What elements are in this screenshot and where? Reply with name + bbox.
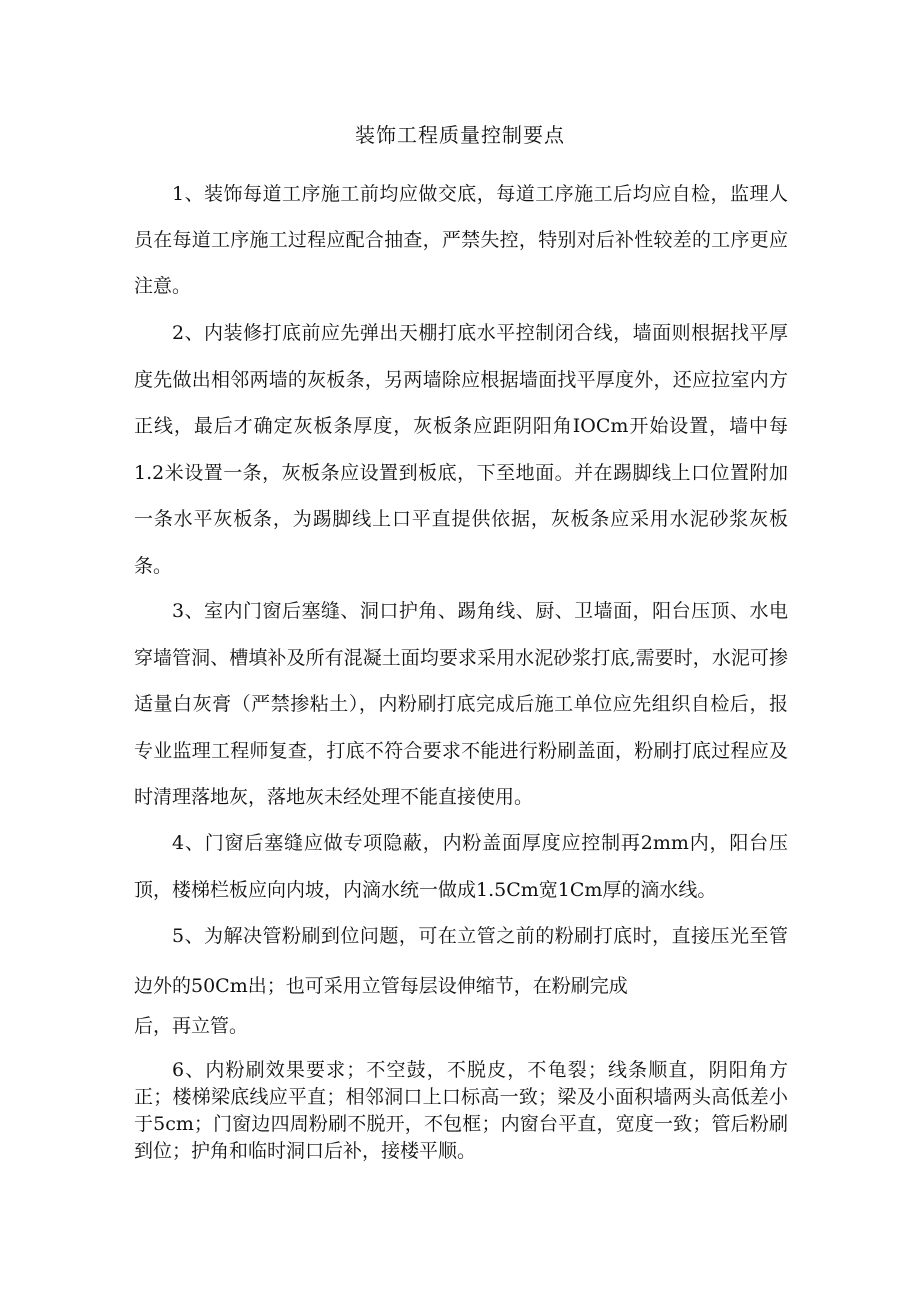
- paragraph-5-continuation: 后，再立管。: [134, 1015, 249, 1037]
- page-title: 装饰工程质量控制要点: [355, 123, 565, 147]
- paragraph-2: 2、内装修打底前应先弹出天棚打底水平控制闭合线，墙面则根据找平厚度先做出相邻两墙的灰板条，另两墙除应根据墙面找平厚度外，还应拉室内方正线，最后才确定灰板条厚度，灰板条应距阴阳角IOCm开始设置，墙中每1.2米设置一条，灰板条应设置到板底，下至地面。并在踢脚线上口位置附加一条水平灰板条，为踢脚线上口平直提供依据，灰板条应采用水泥砂浆灰板条。: [134, 322, 788, 577]
- paragraph-3: 3、室内门窗后塞缝、洞口护角、踢角线、厨、卫墙面，阳台压顶、水电穿墙管洞、槽填补及所有混凝土面均要求采用水泥砂浆打底,需要时，水泥可掺适量白灰膏（严禁掺粘土），内粉刷打底完成后施工单位应先组织自检后，报专业监理工程师复查，打底不符合要求不能进行粉刷盖面，粉刷打底过程应及时清理落地灰，落地灰未经处理不能直接使用。: [134, 600, 788, 808]
- paragraph-4: 4、门窗后塞缝应做专项隐蔽，内粉盖面厚度应控制再2mm内，阳台压顶，楼梯栏板应向内坡，内滴水统一做成1.5Cm宽1Cm厚的滴水线。: [134, 832, 788, 901]
- paragraph-1: 1、装饰每道工序施工前均应做交底，每道工序施工后均应自检，监理人员在每道工序施工过程应配合抽查，严禁失控，特别对后补性较差的工序更应注意。: [134, 183, 788, 297]
- paragraph-5: 5、为解决管粉刷到位问题，可在立管之前的粉刷打底时，直接压光至管边外的50Cm出；也可采用立管每层设伸缩节，在粉刷完成: [134, 925, 788, 997]
- paragraph-6: 6、内粉刷效果要求；不空鼓，不脱皮，不龟裂；线条顺直，阴阳角方正；楼梯梁底线应平直；相邻洞口上口标高一致；梁及小面积墙两头高低差小于5cm；门窗边四周粉刷不脱开，不包框；内窗台平直，宽度一致；管后粉刷到位；护角和临时洞口后补，接楼平顺。: [134, 1059, 788, 1162]
